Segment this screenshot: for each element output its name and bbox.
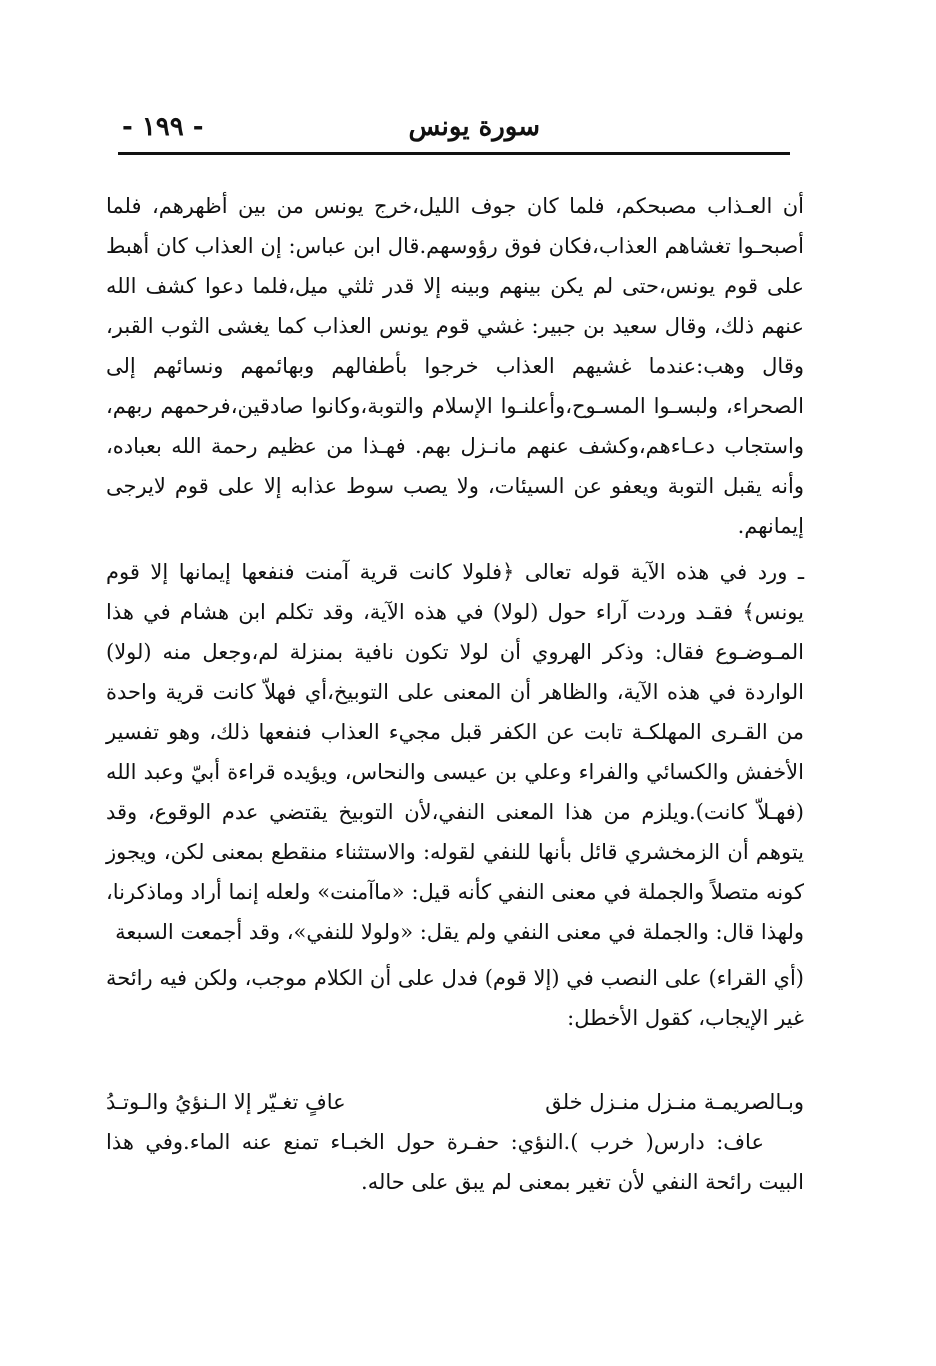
- main-text: [106, 186, 804, 1038]
- verse-second-hemistich: عافٍ تغـيّر إلا الـنؤيُ والـوتـدُ: [106, 1090, 346, 1114]
- page-header: [118, 112, 790, 152]
- page-title: سورة يونس: [408, 112, 540, 142]
- header-divider: [118, 152, 790, 155]
- page-number: - ١٩٩ -: [122, 112, 204, 142]
- verse-explanation-text: عاف: دارس( خرب ).النؤي: حفـرة حول الخبـاء تمنع عنه الماء.وفي هذا البيت رائحة النفي لأن تغير بمعنى لم يبق على حاله.: [106, 1130, 804, 1194]
- poetry-verse: [106, 1082, 804, 1122]
- paragraph-1: أن العـذاب مصبحكم، فلما كان جوف الليل،خرج يونس من بين أظهرهم، فلما أصبحـوا تغشاهم العذاب،فكان فوق رؤوسهم.قال ابن عباس: إن العذاب كان أهبط على قوم يونس،حتى لم يكن بينهم وبينه إلا قدر ثلثي ميل،فلما دعوا كشف الله عنهم ذلك، وقال سعيد بن جبير: غشي قوم يونس العذاب كما يغشى الثوب القبر، وقال وهب:عندما غشيهم العذاب خرجوا بأطفالهم وبهائمهم ونسائهم إلى الصحراء، ولبسـوا المسـوح،وأعلنـوا الإسلام والتوبة،وكانوا صادقين،فرحمهم ربهم، واستجاب دعـاءهم،وكشف عنهم مانـزل بهم. فهـذا من عظيم رحمة الله بعباده، وأنه يقبل التوبة ويعفو عن السيئات، ولا يصب سوط عذابه إلا على قوم لايرجى إيمانهم.: [106, 194, 804, 538]
- verse-first-hemistich: وبـالصريمـة منـزل منـزل خلق: [545, 1090, 804, 1114]
- paragraph-2: ـ ورد في هذه الآية قوله تعالى ﴿فلولا كانت قرية آمنت فنفعها إيمانها إلا قوم يونس﴾ فقـد وردت آراء حول (لولا) في هذه الآية، وقد تكلم ابن هشام في هذا المـوضـوع فقال: وذكر الهروي أن لولا تكون نافية بمنزلة لم،وجعل منه (لولا) الواردة في هذه الآية، والظاهر أن المعنى على التوبيخ،أي فهلاّ كانت قرية واحدة من القـرى المهلكـة تابت عن الكفر قبل مجيء العذاب فنفعها ذلك، وهو تفسير الأخفش والكسائي والفراء وعلي بن عيسى والنحاس، ويؤيده قراءة أبيّ وعبد الله (فهـلاّ كانت).ويلزم من هذا المعنى النفي،لأن التوبيخ يقتضي عدم الوقوع، وقد يتوهم أن الزمخشري قائل بأنها للنفي لقوله: والاستثناء منقطع بمعنى لكن، ويجوز كونه متصلاً والجملة في معنى النفي كأنه قيل: «ماآمنت» ولعله إنما أراد وماذكرنا، ولهذا قال: والجملة في معنى النفي ولم يقل: «ولولا للنفي»، وقد أجمعت السبعة: [106, 560, 804, 944]
- paragraph-3: (أي القراء) على النصب في (إلا قوم) فدل على أن الكلام موجب، ولكن فيه رائحة غير الإيجاب، كقول الأخطل:: [106, 966, 804, 1030]
- verse-explanation: [106, 1122, 804, 1202]
